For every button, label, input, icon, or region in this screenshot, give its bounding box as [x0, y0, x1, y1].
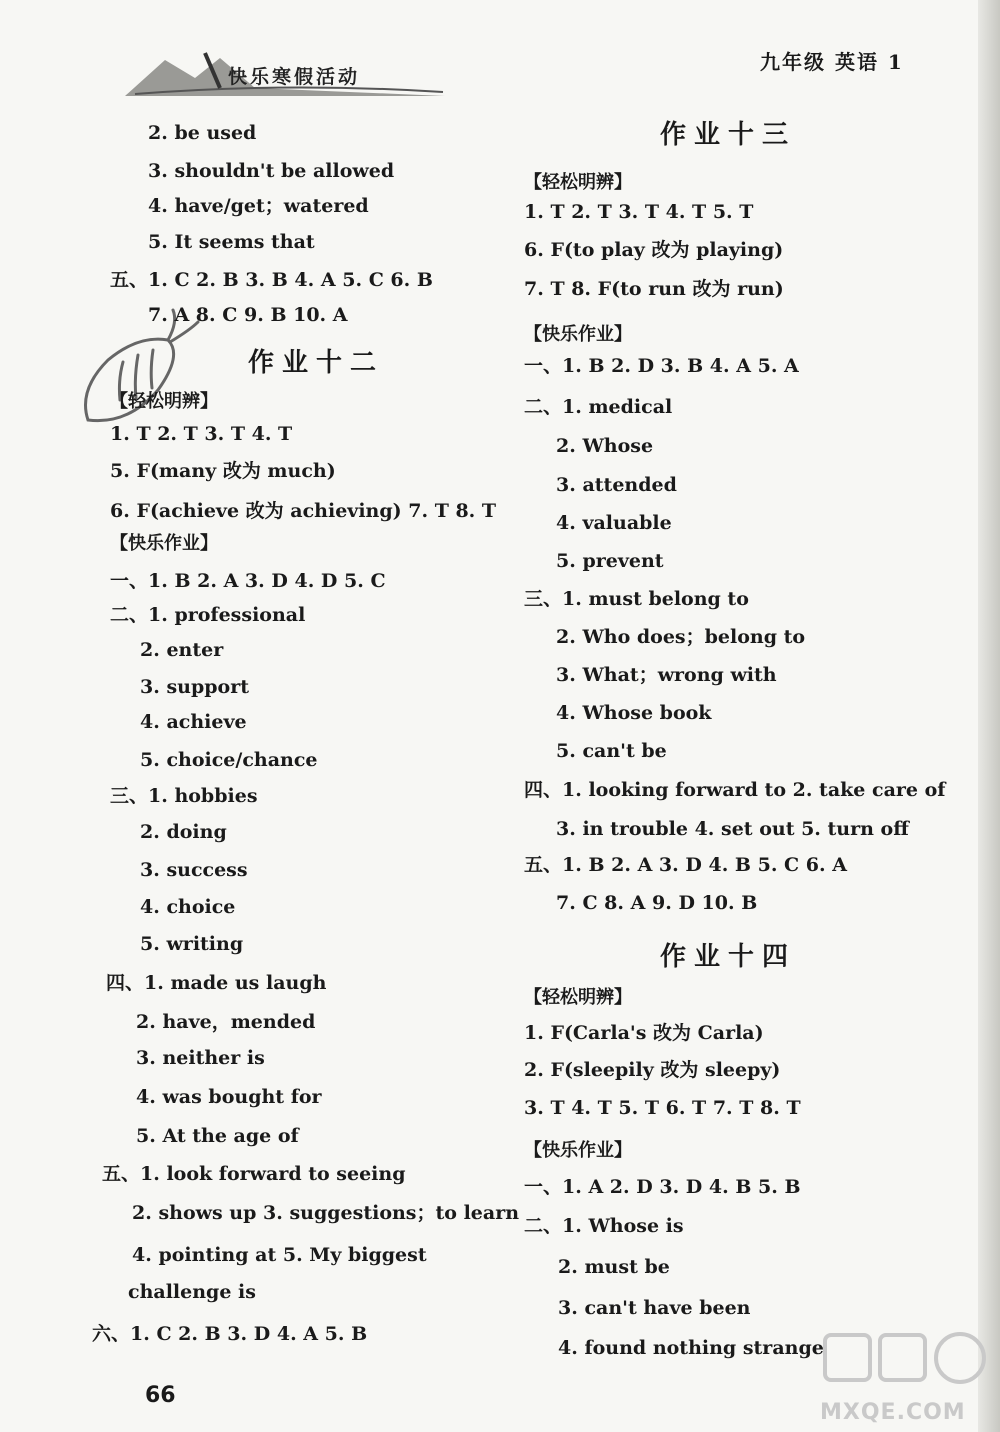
right-part4-item: 3. in trouble 4. set out 5. turn off: [556, 818, 909, 840]
right-easy-line: 7. T 8. F(to run 改为 run): [524, 278, 784, 300]
left-easy-line: 5. F(many 改为 much): [110, 460, 336, 482]
left-part4-item: 3. neither is: [136, 1047, 265, 1069]
left-part2-item: 二、1. professional: [110, 604, 306, 626]
left-part5b-item: 五、1. look forward to seeing: [102, 1163, 406, 1185]
right-part2-item: 4. valuable: [556, 512, 672, 534]
left-item: 4. have/get；watered: [148, 195, 369, 217]
left-item: 2. be used: [148, 122, 257, 144]
left-part6: 六、1. C 2. B 3. D 4. A 5. B: [92, 1323, 368, 1345]
easy-judge-tag: 【轻松明辨】: [110, 391, 218, 412]
right-easy2-line: 2. F(sleepily 改为 sleepy): [524, 1059, 781, 1081]
left-part5b-item: challenge is: [128, 1281, 256, 1303]
left-easy-line: 1. T 2. T 3. T 4. T: [110, 423, 293, 445]
right-part2-item: 二、1. medical: [524, 396, 673, 418]
right-part2-item: 5. prevent: [556, 550, 664, 572]
left-part3-item: 4. choice: [140, 896, 236, 918]
left-part4-item: 4. was bought for: [136, 1086, 322, 1108]
left-part4-item: 5. At the age of: [136, 1125, 299, 1147]
watermark-text: MXQE.COM: [820, 1400, 966, 1425]
right-easy2-line: 1. F(Carla's 改为 Carla): [524, 1022, 764, 1044]
right-part2b-item: 二、1. Whose is: [524, 1215, 684, 1237]
header-grade-subject: 九年级 英语 1: [760, 50, 904, 74]
left-part2-item: 4. achieve: [140, 711, 247, 733]
left-part3-item: 5. writing: [140, 933, 244, 955]
right-part3-item: 3. What；wrong with: [556, 664, 777, 686]
left-part3-item: 2. doing: [140, 821, 227, 843]
right-easy2-line: 3. T 4. T 5. T 6. T 7. T 8. T: [524, 1097, 801, 1119]
left-part5b-item: 4. pointing at 5. My biggest: [132, 1244, 427, 1266]
left-part5b-item: 2. shows up 3. suggestions；to learn: [132, 1202, 520, 1224]
header-banner-text: 快乐寒假活动: [228, 66, 361, 88]
left-easy-line: 6. F(achieve 改为 achieving) 7. T 8. T: [110, 500, 497, 522]
section-title-14: 作业十四: [660, 942, 797, 972]
left-part4-item: 2. have，mended: [136, 1011, 316, 1033]
easy-judge-tag: 【轻松明辨】: [524, 172, 632, 193]
right-part3-item: 2. Who does；belong to: [556, 626, 806, 648]
right-part2b-item: 3. can't have been: [558, 1297, 751, 1319]
left-item: 5. It seems that: [148, 231, 315, 253]
right-part2b-item: 2. must be: [558, 1256, 670, 1278]
right-part2-item: 2. Whose: [556, 435, 654, 457]
right-easy-line: 1. T 2. T 3. T 4. T 5. T: [524, 201, 754, 223]
left-part3-item: 3. success: [140, 859, 248, 881]
right-easy-line: 6. F(to play 改为 playing): [524, 239, 784, 261]
right-part2b-item: 4. found nothing strange: [558, 1337, 824, 1359]
left-part5-line: 7. A 8. C 9. B 10. A: [148, 304, 348, 326]
section-title-12: 作业十二: [248, 348, 385, 378]
right-part5-item: 7. C 8. A 9. D 10. B: [556, 892, 758, 914]
left-item: 3. shouldn't be allowed: [148, 160, 395, 182]
left-part2-item: 3. support: [140, 676, 249, 698]
right-part4-item: 四、1. looking forward to 2. take care of: [524, 779, 946, 801]
left-part5-line: 五、1. C 2. B 3. B 4. A 5. C 6. B: [110, 269, 433, 291]
right-part1b: 一、1. A 2. D 3. D 4. B 5. B: [524, 1176, 801, 1198]
happy-homework-tag: 【快乐作业】: [524, 324, 632, 345]
left-part4-item: 四、1. made us laugh: [106, 972, 327, 994]
right-part2-item: 3. attended: [556, 474, 677, 496]
right-part1: 一、1. B 2. D 3. B 4. A 5. A: [524, 355, 799, 377]
easy-judge-tag: 【轻松明辨】: [524, 987, 632, 1008]
happy-homework-tag: 【快乐作业】: [110, 533, 218, 554]
left-part3-item: 三、1. hobbies: [110, 785, 258, 807]
right-part5-item: 五、1. B 2. A 3. D 4. B 5. C 6. A: [524, 854, 847, 876]
right-part3-item: 三、1. must belong to: [524, 588, 749, 610]
section-title-13: 作业十三: [660, 120, 797, 150]
left-part1: 一、1. B 2. A 3. D 4. D 5. C: [110, 570, 386, 592]
left-part2-item: 2. enter: [140, 639, 224, 661]
page-edge: [978, 0, 1000, 1432]
happy-homework-tag: 【快乐作业】: [524, 1140, 632, 1161]
page-number: 66: [145, 1383, 176, 1408]
left-part2-item: 5. choice/chance: [140, 749, 318, 771]
right-part3-item: 5. can't be: [556, 740, 667, 762]
right-part3-item: 4. Whose book: [556, 702, 712, 724]
